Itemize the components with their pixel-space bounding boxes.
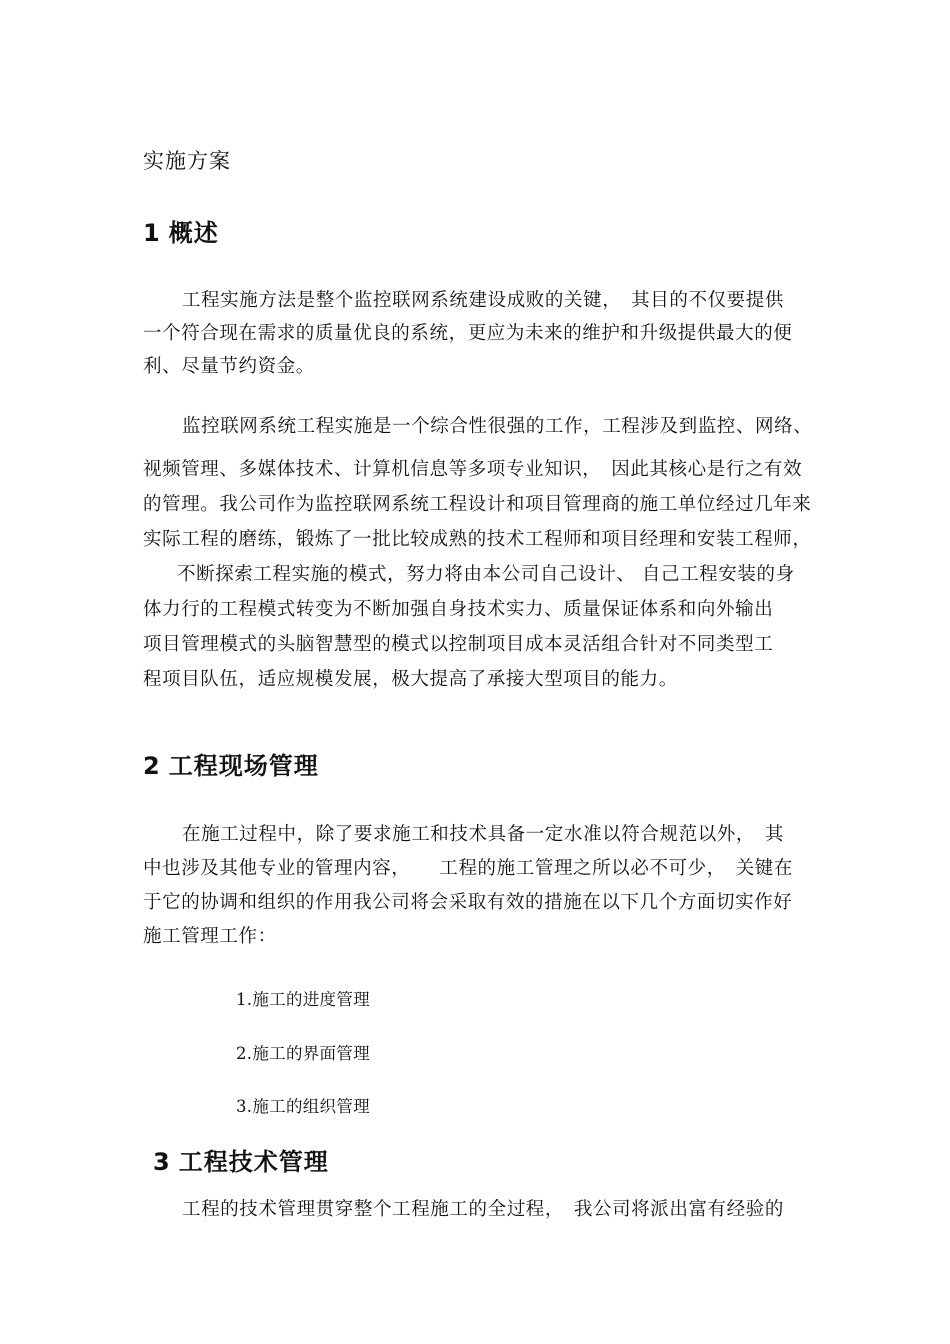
section-number: 3 [153,1148,171,1176]
paragraph-line: 利、尽量节约资金。 [143,356,315,377]
paragraph-line: 中也涉及其他专业的管理内容， 工程的施工管理之所以必不可少， 关键在 [143,858,794,879]
paragraph-line: 在施工过程中，除了要求施工和技术具备一定水准以符合规范以外， 其 [182,824,784,845]
paragraph-line: 项目管理模式的头脑智慧型的模式以控制项目成本灵活组合针对不同类型工 [143,634,774,655]
paragraph-line: 程项目队伍，适应规模发展，极大提高了承接大型项目的能力。 [143,669,678,690]
section-1-paragraph-2 [143,409,828,697]
paragraph-line: 工程实施方法是整个监控联网系统建设成败的关键， 其目的不仅要提供 [182,290,784,311]
section-title: 工程现场管理 [168,752,319,780]
paragraph-line: 实际工程的磨练，锻炼了一批比较成熟的技术工程师和项目经理和安装工程师， [143,529,812,550]
paragraph-line: 于它的协调和组织的作用我公司将会采取有效的措施在以下几个方面切实作好 [143,892,793,913]
paragraph-line: 视频管理、多媒体技术、计算机信息等多项专业知识， 因此其核心是行之有效 [143,459,803,480]
paragraph-line: 体力行的工程模式转变为不断加强自身技术实力、质量保证体系和向外输出 [143,599,774,620]
section-number: 1 [143,219,161,247]
document-title: 实施方案 [143,149,231,173]
section-1-paragraph-1 [143,284,828,383]
paragraph-line: 的管理。我公司作为监控联网系统工程设计和项目管理商的施工单位经过几年来 [143,494,812,515]
paragraph-line: 施工管理工作： [143,926,277,947]
list-item: 1.施工的进度管理 [236,990,370,1009]
section-number: 2 [143,752,161,780]
paragraph-line: 工程的技术管理贯穿整个工程施工的全过程， 我公司将派出富有经验的 [182,1199,784,1220]
section-1-heading [143,213,219,248]
paragraph-line: 不断探索工程实施的模式，努力将由本公司自己设计、 自己工程安装的身 [177,564,795,585]
section-3-paragraph-1 [143,1193,828,1227]
section-title: 概述 [168,219,219,247]
paragraph-line: 一个符合现在需求的质量优良的系统，更应为未来的维护和升级提供最大的便 [143,323,793,344]
section-3-heading [153,1142,329,1177]
section-title: 工程技术管理 [178,1148,329,1176]
list-item: 3.施工的组织管理 [236,1097,370,1116]
section-2-heading [143,746,319,781]
paragraph-line: 监控联网系统工程实施是一个综合性很强的工作，工程涉及到监控、网络、 [182,416,813,437]
section-2-paragraph-1 [143,818,828,954]
list-item: 2.施工的界面管理 [236,1044,370,1063]
